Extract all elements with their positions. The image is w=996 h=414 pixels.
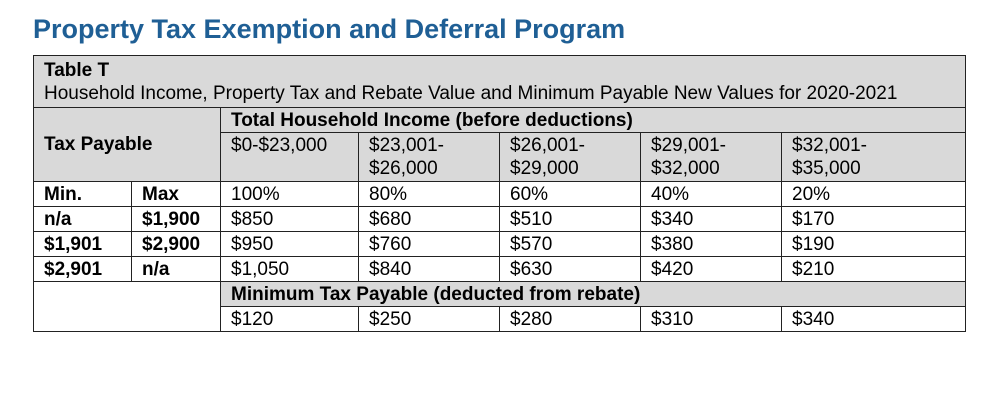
- row-min: n/a: [34, 207, 132, 232]
- table-cell: $340: [641, 207, 782, 232]
- percentage-cell: 60%: [500, 182, 641, 207]
- table-cell: $190: [782, 232, 966, 257]
- table-cell: $570: [500, 232, 641, 257]
- minimum-cell: $250: [359, 307, 500, 332]
- table-row: [34, 257, 966, 282]
- minimum-cell: $310: [641, 307, 782, 332]
- table-cell: $850: [221, 207, 359, 232]
- percentage-cell: 80%: [359, 182, 500, 207]
- table-cell: $950: [221, 232, 359, 257]
- table-caption: [34, 56, 966, 108]
- income-range: $32,001- $35,000: [782, 133, 966, 182]
- minimum-cell: $340: [782, 307, 966, 332]
- row-min: $2,901: [34, 257, 132, 282]
- percentage-cell: 100%: [221, 182, 359, 207]
- table-row: [34, 207, 966, 232]
- minimum-cell: $280: [500, 307, 641, 332]
- table-cell: $210: [782, 257, 966, 282]
- tax-payable-header: Tax Payable: [34, 108, 221, 182]
- max-header: Max: [132, 182, 221, 207]
- income-header-row: [34, 108, 966, 133]
- table-caption-text: Household Income, Property Tax and Rebate Value and Minimum Payable New Values for 2020-2021: [44, 83, 898, 104]
- table-cell: $510: [500, 207, 641, 232]
- percentage-row: [34, 182, 966, 207]
- income-range: $23,001- $26,000: [359, 133, 500, 182]
- row-min: $1,901: [34, 232, 132, 257]
- min-header: Min.: [34, 182, 132, 207]
- table-cell: $840: [359, 257, 500, 282]
- page-title: Property Tax Exemption and Deferral Program: [33, 14, 626, 44]
- percentage-cell: 40%: [641, 182, 782, 207]
- row-max: $2,900: [132, 232, 221, 257]
- table-cell: $420: [641, 257, 782, 282]
- table-caption-row: [34, 56, 966, 108]
- table-cell: $760: [359, 232, 500, 257]
- income-range: $26,001- $29,000: [500, 133, 641, 182]
- row-max: $1,900: [132, 207, 221, 232]
- table-cell: $170: [782, 207, 966, 232]
- table-cell: $1,050: [221, 257, 359, 282]
- table-caption-title: Table T: [44, 60, 110, 81]
- table-cell: $630: [500, 257, 641, 282]
- percentage-cell: 20%: [782, 182, 966, 207]
- table-cell: $380: [641, 232, 782, 257]
- empty-cell: [34, 282, 221, 332]
- tax-table: [33, 55, 966, 332]
- income-header: Total Household Income (before deductions): [221, 108, 966, 133]
- table-row: [34, 232, 966, 257]
- income-range: $0-$23,000: [221, 133, 359, 182]
- minimum-header-row: [34, 282, 966, 307]
- table-cell: $680: [359, 207, 500, 232]
- row-max: n/a: [132, 257, 221, 282]
- minimum-header: Minimum Tax Payable (deducted from rebate): [221, 282, 966, 307]
- income-range: $29,001- $32,000: [641, 133, 782, 182]
- minimum-cell: $120: [221, 307, 359, 332]
